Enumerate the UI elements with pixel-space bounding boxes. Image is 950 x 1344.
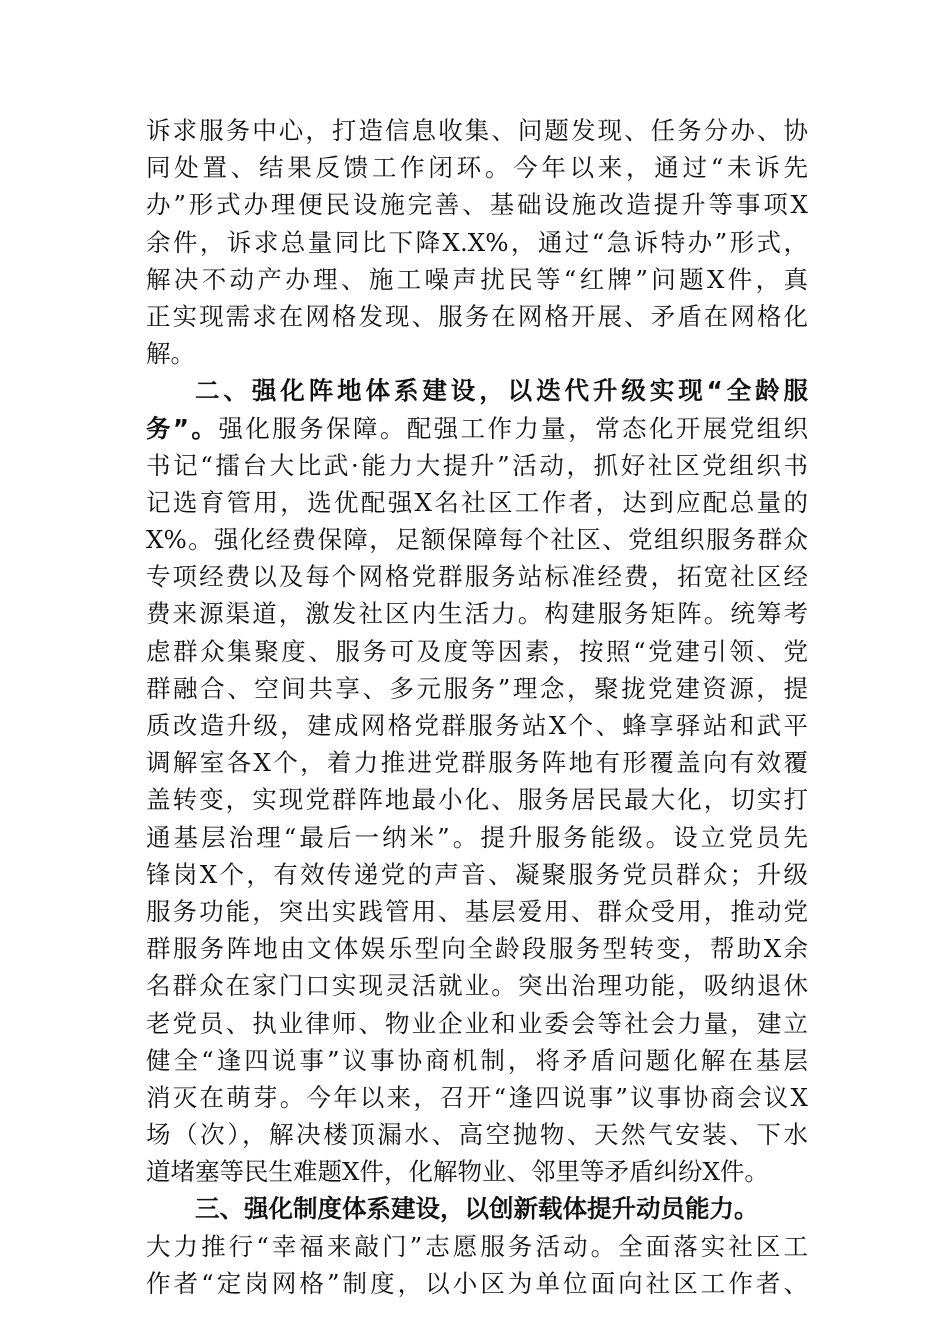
text-line: 通基层治理“最后一纳米”。提升服务能级。设立党员先: [146, 822, 808, 852]
text-line: 费来源渠道，激发社区内生活力。构建服务矩阵。统筹考: [146, 599, 808, 629]
text-line: 质改造升级，建成网格党群服务站X个、蜂享驿站和武平: [146, 711, 808, 740]
text-line: 余件，诉求总量同比下降X.X%，通过“急诉特办”形式，: [146, 227, 808, 257]
text-line: 锋岗X个，有效传递党的声音、凝聚服务党员群众；升级: [146, 859, 808, 889]
text-line: 盖转变，实现党群阵地最小化、服务居民最大化，切实打: [146, 785, 808, 815]
text-line: 正实现需求在网格发现、服务在网格开展、矛盾在网格化: [146, 301, 808, 331]
section-heading-3: [146, 1190, 808, 1227]
text-line: [146, 410, 808, 447]
text-line: 专项经费以及每个网格党群服务站标准经费，拓宽社区经: [146, 562, 808, 592]
text-line: 健全“逢四说事”议事协商机制，将矛盾问题化解在基层: [146, 1045, 808, 1075]
text-line: 书记“擂台大比武·能力大提升”活动，抓好社区党组织书: [146, 450, 808, 480]
document-body: [146, 112, 808, 1302]
text-line: 服务功能，突出实践管用、基层爱用、群众受用，推动党: [146, 896, 808, 926]
text-line: 同处置、结果反馈工作闭环。今年以来，通过“未诉先: [146, 153, 808, 183]
paragraph-3: [146, 1190, 808, 1302]
heading-text: 三、强化制度体系建设，以创新载体提升动员能力。: [195, 1194, 759, 1224]
heading-text: 务”。: [146, 413, 219, 443]
text-line: 办”形式办理便民设施完善、基础设施改造提升等事项X: [146, 190, 808, 220]
text-line: 道堵塞等民生难题X件，化解物业、邻里等矛盾纠纷X件。: [146, 1157, 769, 1187]
text-line: 作者“定岗网格”制度，以小区为单位面向社区工作者、: [146, 1268, 808, 1298]
text-line: X%。强化经费保障，足额保障每个社区、党组织服务群众: [146, 525, 808, 555]
heading-text: 二、强化阵地体系建设，以迭代升级实现“全龄服: [195, 376, 808, 406]
text-line: 名群众在家门口实现灵活就业。突出治理功能，吸纳退休: [146, 971, 808, 1001]
paragraph-2: [146, 372, 808, 1190]
paragraph-1: [146, 112, 808, 372]
text-line: 场（次），解决楼顶漏水、高空抛物、天然气安装、下水: [146, 1120, 808, 1150]
text-line: 消灭在萌芽。今年以来，召开“逢四说事”议事协商会议X: [146, 1082, 808, 1112]
text-line: 诉求服务中心，打造信息收集、问题发现、任务分办、协: [146, 116, 808, 145]
body-text: 强化服务保障。配强工作力量，常态化开展党组织: [218, 413, 808, 443]
text-line: 调解室各X个，着力推进党群服务阵地有形覆盖向有效覆: [146, 748, 808, 778]
text-line: 老党员、执业律师、物业企业和业委会等社会力量，建立: [146, 1008, 808, 1038]
text-line: 群服务阵地由文体娱乐型向全龄段服务型转变，帮助X余: [146, 934, 808, 964]
text-line: 解决不动产办理、施工噪声扰民等“红牌”问题X件，真: [146, 264, 808, 294]
section-heading-2: [146, 372, 808, 409]
text-line: 大力推行“幸福来敲门”志愿服务活动。全面落实社区工: [146, 1231, 808, 1261]
text-line: 记选育管用，选优配强X名社区工作者，达到应配总量的: [146, 487, 808, 517]
text-line: 群融合、空间共享、多元服务”理念，聚拢党建资源，提: [146, 673, 808, 703]
text-line: 虑群众集聚度、服务可及度等因素，按照“党建引领、党: [146, 636, 808, 666]
text-line: 解。: [146, 339, 195, 369]
